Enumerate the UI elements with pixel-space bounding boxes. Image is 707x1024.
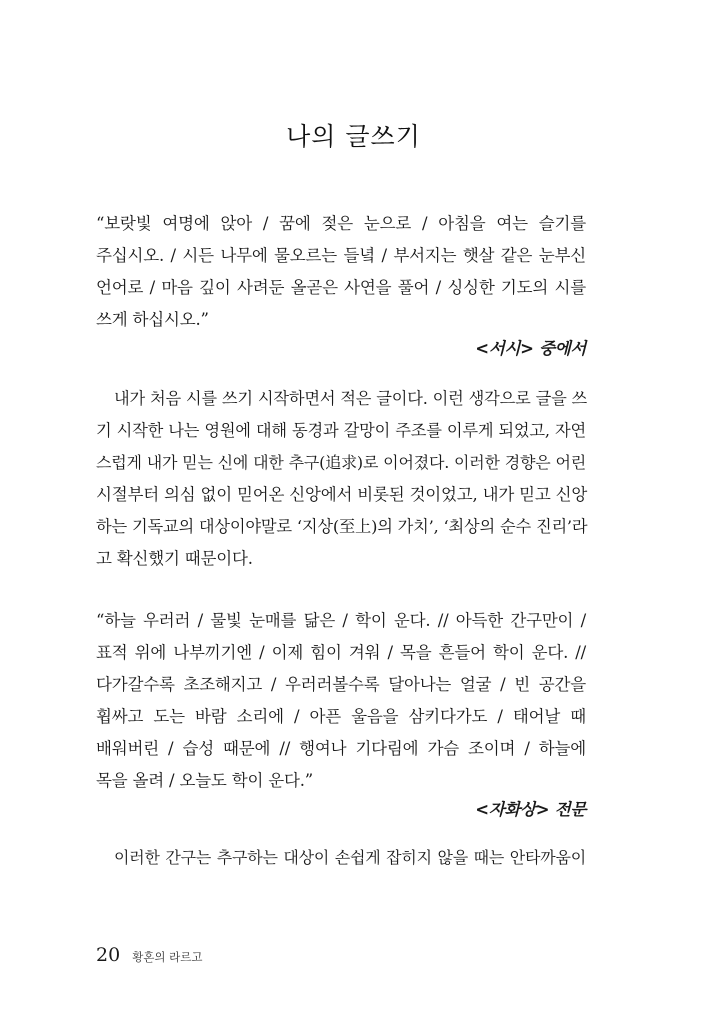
quote-line: 배워버린 / 습성 때문에 // 행여나 기다림에 가슴 조이며 / 하늘에 <box>96 739 586 758</box>
quote-line: “하늘 우러러 / 물빛 눈매를 닮은 / 학이 운다. // 아득한 간구만이 / <box>96 611 586 630</box>
body-paragraph <box>96 383 586 575</box>
page-footer <box>96 944 203 966</box>
paragraph-line: 기 시작한 나는 영원에 대해 동경과 갈망이 주조를 이루게 되었고, 자연 <box>96 421 586 440</box>
quote-line: 휩싸고 도는 바람 소리에 / 아픈 울음을 삼키다가도 / 태어날 때 <box>96 707 586 726</box>
paragraph-line: 내가 처음 시를 쓰기 시작하면서 적은 글이다. 이런 생각으로 글을 쓰 <box>114 389 588 408</box>
page-title: 나의 글쓰기 <box>286 122 421 151</box>
paragraph-line: 시절부터 의심 없이 믿어온 신앙에서 비롯된 것이었고, 내가 믿고 신앙 <box>96 485 588 504</box>
quote-block-jahwasang <box>96 605 586 825</box>
page-number: 20 <box>96 944 121 966</box>
body-paragraph <box>96 842 586 874</box>
quote-line: 쓰게 하십시오.” <box>96 310 209 329</box>
paragraph-line: 스럽게 내가 믿는 신에 대한 추구(追求)로 이어졌다. 이러한 경향은 어린 <box>96 453 586 472</box>
quote-line: 목을 올려 / 오늘도 학이 운다.” <box>96 771 313 790</box>
quote-line: 언어로 / 마음 깊이 사려둔 올곧은 사연을 풀어 / 싱싱한 기도의 시를 <box>96 278 586 297</box>
quote-line: 주십시오. / 시든 나무에 물오르는 들녘 / 부서지는 햇살 같은 눈부신 <box>96 246 586 265</box>
paragraph-line: 이러한 간구는 추구하는 대상이 손쉽게 잡히지 않을 때는 안타까움이 <box>114 848 586 867</box>
quote-line: 다가갈수록 초조해지고 / 우러러볼수록 달아나는 얼굴 / 빈 공간을 <box>96 675 586 694</box>
quote-line: 표적 위에 나부끼기엔 / 이제 힘이 겨워 / 목을 흔들어 학이 운다. // <box>96 643 586 662</box>
running-book-title: 황혼의 라르고 <box>132 950 203 964</box>
paragraph-line: 하는 기독교의 대상이야말로 ‘지상(至上)의 가치’, ‘최상의 순수 진리’라 <box>96 517 588 536</box>
quote-block-seosi <box>96 208 586 364</box>
paragraph-line: 고 확신했기 때문이다. <box>96 549 253 568</box>
quote-citation: <자화상> 전문 <box>475 800 586 819</box>
quote-citation: <서시> 중에서 <box>475 339 586 358</box>
quote-line: “보랏빛 여명에 앉아 / 꿈에 젖은 눈으로 / 아침을 여는 슬기를 <box>96 214 586 233</box>
